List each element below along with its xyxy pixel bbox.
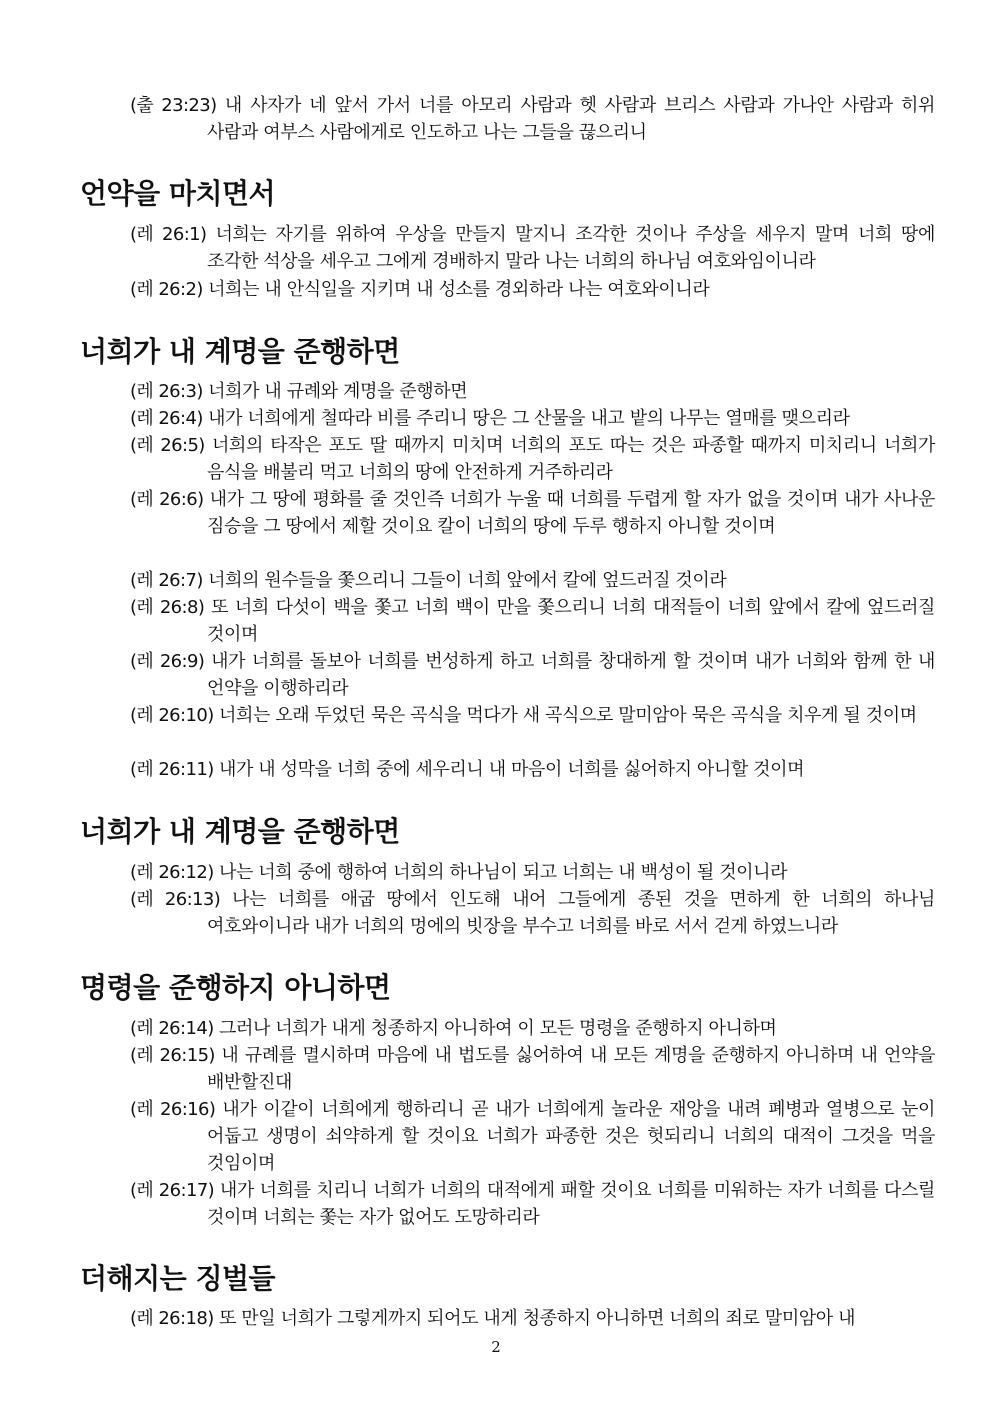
verse-lev-26-1 [130,221,935,275]
verse-lev-26-16 [130,1096,935,1177]
section-heading-covenant-conclusion: 언약을 마치면서 [80,177,276,210]
verse-text: 내 사자가 네 앞서 가서 너를 아모리 사람과 헷 사람과 브리스 사람과 가나안 사람과 히위 사람과 여부스 사람에게로 인도하고 나는 그들을 끊으리니 [207,95,935,143]
verse-lev-26-14 [130,1015,935,1042]
verse-lev-26-12 [130,859,935,886]
verse-text: 나는 너희 중에 행하여 너희의 하나님이 되고 너희는 내 백성이 될 것이니라 [218,862,788,883]
verse-text: 너희는 자기를 위하여 우상을 만들지 말지니 조각한 것이나 주상을 세우지 말며 너희 땅에 조각한 석상을 세우고 그에게 경배하지 말라 나는 너희의 하나님 여호와임이니라 [207,224,935,272]
verse-reference: (레 26:5) [130,435,205,456]
verse-reference: (레 26:4) [130,408,203,429]
verse-reference: (레 26:12) [130,862,214,883]
section-heading-if-you-disobey: 명령을 준행하지 아니하면 [80,971,391,1004]
verse-lev-26-10 [130,702,935,729]
verse-lev-26-8 [130,594,935,648]
verse-reference: (레 26:10) [130,705,214,726]
verse-lev-26-4 [130,405,935,432]
page-number: 2 [491,1338,501,1356]
verse-lev-26-6 [130,486,935,540]
verse-reference: (레 26:11) [130,759,214,780]
verse-text: 그러나 너희가 내게 청종하지 아니하여 이 모든 명령을 준행하지 아니하며 [218,1018,777,1039]
verse-reference: (레 26:16) [130,1099,216,1120]
verse-text: 내가 그 땅에 평화를 줄 것인즉 너희가 누울 때 너희를 두렵게 할 자가 없을 것이며 내가 사나운 짐승을 그 땅에서 제할 것이요 칼이 너희의 땅에 두루 행하지 아니할 것이며 [207,489,935,537]
verse-lev-26-13 [130,886,935,940]
verse-text: 내가 내 성막을 너희 중에 세우리니 내 마음이 너희를 싫어하지 아니할 것이며 [218,759,805,780]
verse-reference: (레 26:15) [130,1045,215,1066]
verse-text: 내가 너희를 돌보아 너희를 번성하게 하고 너희를 창대하게 할 것이며 내가 너희와 함께 한 내 언약을 이행하리라 [207,651,935,699]
verse-lev-26-9 [130,648,935,702]
verse-reference: (레 26:6) [130,489,204,510]
verse-text: 내 규례를 멸시하며 마음에 내 법도를 싫어하여 내 모든 계명을 준행하지 아니하며 내 언약을 배반할진대 [207,1045,935,1093]
verse-text: 내가 너희에게 철따라 비를 주리니 땅은 그 산물을 내고 밭의 나무는 열매를 맺으리라 [208,408,850,429]
verse-reference: (레 26:18) [130,1308,214,1329]
section-heading-if-you-obey-2: 너희가 내 계명을 준행하면 [80,815,400,848]
verse-text: 너희가 내 규례와 계명을 준행하면 [208,381,468,402]
verse-reference: (레 26:7) [130,570,203,591]
section-heading-if-you-obey: 너희가 내 계명을 준행하면 [80,335,400,368]
verse-text: 내가 이같이 너희에게 행하리니 곧 내가 너희에게 놀라운 재앙을 내려 폐병과 열병으로 눈이 어둡고 생명이 쇠약하게 할 것이요 너희가 파종한 것은 헛되리니 너희의 대적이 그것을 먹을 것임이며 [207,1099,935,1174]
verse-reference: (레 26:14) [130,1018,214,1039]
verse-reference: (레 26:13) [130,889,221,910]
verse-lev-26-15 [130,1042,935,1096]
verse-reference: (레 26:9) [130,651,205,672]
verse-text: 또 너희 다섯이 백을 쫓고 너희 백이 만을 쫓으리니 너희 대적들이 너희 앞에서 칼에 엎드러질 것이며 [207,597,935,645]
verse-text: 너희의 원수들을 쫓으리니 그들이 너희 앞에서 칼에 엎드러질 것이라 [208,570,727,591]
verse-text: 너희는 내 안식일을 지키며 내 성소를 경외하라 나는 여호와이니라 [208,279,710,300]
verse-reference: (레 26:17) [130,1180,215,1201]
verse-text: 너희의 타작은 포도 딸 때까지 미치며 너희의 포도 따는 것은 파종할 때까지 미치리니 너희가 음식을 배불리 먹고 너희의 땅에 안전하게 거주하리라 [207,435,936,483]
verse-lev-26-18 [130,1305,935,1332]
verse-lev-26-2 [130,276,935,303]
verse-reference: (레 26:2) [130,279,203,300]
verse-text: 너희는 오래 두었던 묵은 곡식을 먹다가 새 곡식으로 말미암아 묵은 곡식을 치우게 될 것이며 [218,705,917,726]
verse-reference: (레 26:3) [130,381,203,402]
verse-reference: (레 26:1) [130,224,207,245]
verse-lev-26-5 [130,432,935,486]
verse-text: 나는 너희를 애굽 땅에서 인도해 내어 그들에게 종된 것을 면하게 한 너희의 하나님 여호와이니라 내가 너희의 멍에의 빗장을 부수고 너희를 바로 서서 걷게 하였느니라 [207,889,935,937]
verse-ex-23-23 [130,92,935,146]
verse-reference: (출 23:23) [130,95,217,116]
verse-lev-26-7 [130,567,935,594]
verse-text: 내가 너희를 치리니 너희가 너희의 대적에게 패할 것이요 너희를 미워하는 자가 너희를 다스릴 것이며 너희는 쫓는 자가 없어도 도망하리라 [207,1180,935,1228]
verse-text: 또 만일 너희가 그렇게까지 되어도 내게 청종하지 아니하면 너희의 죄로 말미암아 내 [218,1308,856,1329]
verse-lev-26-11 [130,756,935,783]
verse-reference: (레 26:8) [130,597,205,618]
verse-lev-26-3 [130,378,935,405]
section-heading-added-punishments: 더해지는 징벌들 [80,1262,276,1295]
verse-lev-26-17 [130,1177,935,1231]
